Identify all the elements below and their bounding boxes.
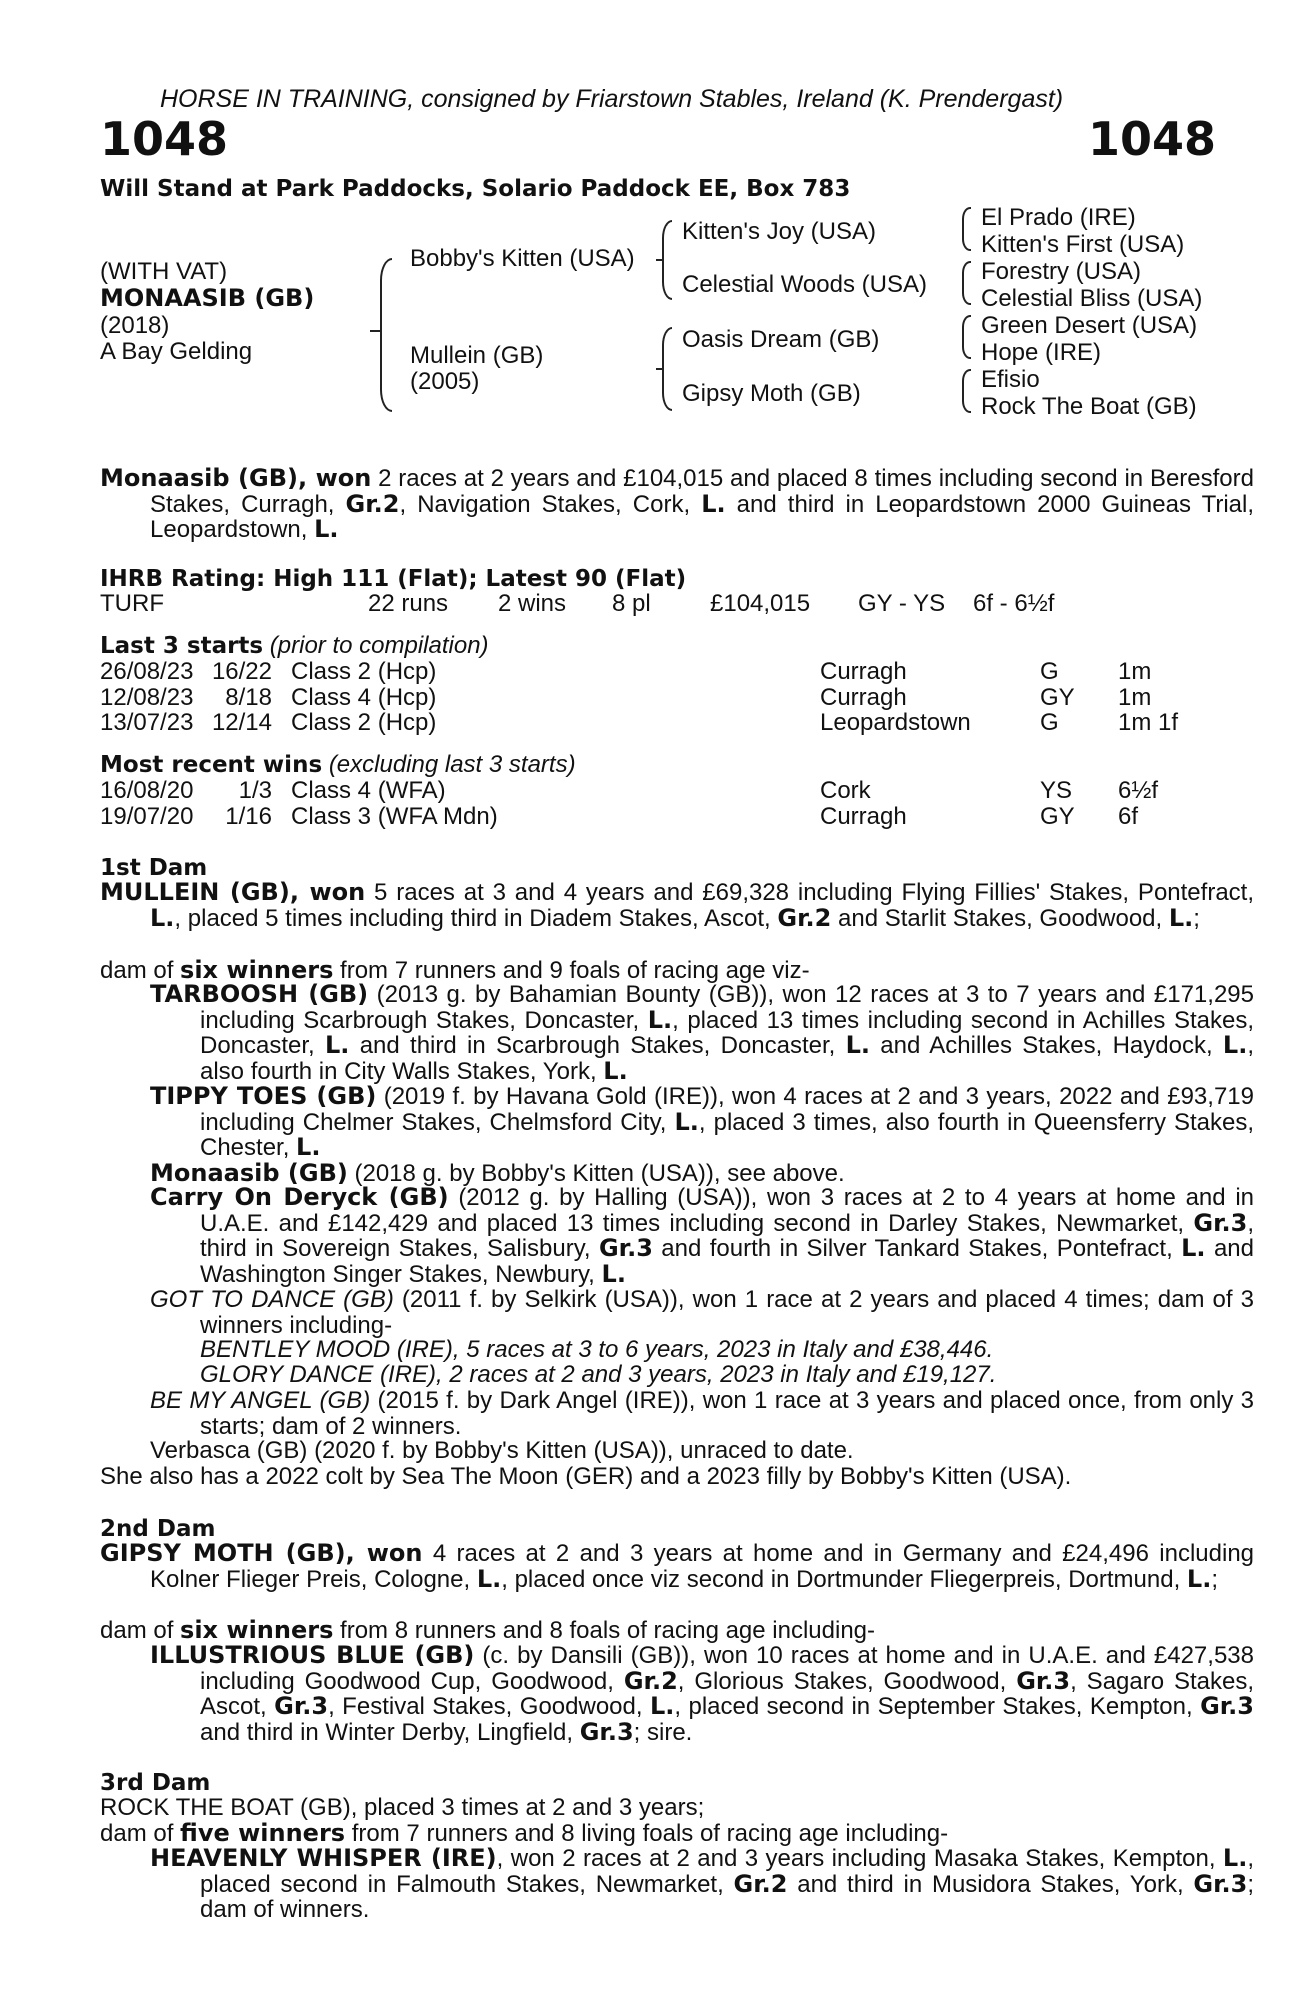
dam1-text-3: and Starlit Stakes, Goodwood, [831, 904, 1169, 932]
tarboosh-listed-4: L. [1222, 1031, 1248, 1059]
tarboosh-text-4: and Achilles Stakes, Haydock, [870, 1032, 1223, 1059]
summary-won: , won [297, 464, 372, 492]
heavenly-listed-1: L. [1222, 1844, 1248, 1872]
cell-class: Class 2 (Hcp) [291, 658, 437, 685]
pedigree-brace-dam [662, 327, 672, 411]
tarboosh-text-5: , also fourth in City Walls Stakes, York, [200, 1032, 1254, 1085]
blue-grade-2: Gr.3 [1016, 1666, 1071, 1695]
monaasib-name: Monaasib (GB) [150, 1159, 348, 1187]
dam1-listed-1: L. [150, 903, 175, 932]
pedigree-brace-main-tip [370, 330, 380, 332]
rating-placed: 8 pl [612, 590, 651, 617]
cell-dist: 1m [1118, 683, 1152, 711]
heavenly-text-4: ; dam of winners. [200, 1870, 1254, 1923]
tippy-text-2: , placed 3 times, also fourth in Queensferry Stakes, Chester, [200, 1108, 1255, 1161]
cell-pos: 1/3 [238, 777, 272, 804]
dam2-produce-line [100, 1617, 875, 1644]
carry-grade-1: Gr.3 [1193, 1208, 1248, 1237]
cell-dist: 1m [1118, 658, 1152, 685]
dam1-listed-2: L. [1168, 903, 1194, 932]
dam2-dam-of-bold: six winners [180, 1616, 334, 1644]
dam1-text-1: 5 races at 3 and 4 years and £69,328 including Flying Fillies' Stakes, Pontefract, [365, 879, 1254, 906]
pedigree-dam-sire: Oasis Dream (GB) [682, 326, 880, 353]
got-name: GOT TO DANCE (GB) [150, 1286, 394, 1313]
pedigree-brace-g12 [962, 207, 971, 251]
produce-be-my-angel [150, 1388, 1254, 1439]
vat-note: (WITH VAT) [100, 258, 228, 285]
tarboosh-text-2: , placed 13 times including second in Achilles Stakes, Doncaster, [200, 1006, 1254, 1059]
rating-distance: 6f - 6½f [973, 590, 1055, 617]
blue-text-6: and third in Winter Derby, Lingfield, [200, 1718, 580, 1746]
blue-grade-4: Gr.3 [1200, 1692, 1254, 1720]
dam2-text-2: , placed once viz second in Dortmunder Fliegerpreis, Dortmund, [501, 1565, 1187, 1593]
pedigree-g3: Forestry (USA) [981, 258, 1142, 285]
got-text: (2011 f. by Selkirk (USA)), won 1 race at 2 years and placed 4 times; dam of 3 winners including- [200, 1286, 1254, 1339]
dam1-heading: 1st Dam [100, 855, 208, 881]
pedigree-brace-g56 [962, 315, 971, 359]
dam3-dam-of-bold: five winners [180, 1819, 346, 1847]
produce-tippy-toes [150, 1084, 1254, 1161]
recent-wins-heading-line [100, 752, 576, 778]
cell-date: 26/08/23 [100, 658, 194, 685]
dam3-produce-line [100, 1820, 948, 1847]
blue-grade-1: Gr.2 [623, 1666, 678, 1695]
blue-text-1: (c. by Dansili (GB)), won 10 races at home and in U.A.E. and £427,538 including Goodwood Cup, Goodwood, [200, 1642, 1254, 1695]
pedigree-brace-sire-tip [656, 259, 662, 261]
last-starts-heading: Last 3 starts [100, 633, 264, 659]
pedigree-sire-sire: Kitten's Joy (USA) [682, 218, 876, 245]
tarboosh-text-3: and third in Scarbrough Stakes, Doncaster, [349, 1032, 846, 1059]
stabling-line: Will Stand at Park Paddocks, Solario Paddock EE, Box 783 [100, 176, 851, 202]
dam1-name: MULLEIN (GB) [100, 878, 290, 906]
heavenly-text-1: , won 2 races at 2 and 3 years including Masaka Stakes, Kempton, [496, 1845, 1223, 1872]
cell-course: Leopardstown [820, 709, 971, 736]
pedigree-dam-year: (2005) [410, 368, 480, 395]
cell-class: Class 2 (Hcp) [291, 709, 437, 736]
cell-class: Class 3 (WFA Mdn) [291, 802, 498, 830]
cell-class: Class 4 (WFA) [291, 777, 446, 804]
cell-going: YS [1040, 777, 1073, 804]
lot-number-right: 1048 [1088, 112, 1217, 166]
produce-verbasca: Verbasca (GB) (2020 f. by Bobby's Kitten (USA)), unraced to date. [150, 1437, 854, 1464]
blue-name: ILLUSTRIOUS BLUE (GB) [150, 1641, 475, 1669]
grandproduce-bentley-mood: BENTLEY MOOD (IRE), 5 races at 3 to 6 years, 2023 in Italy and £38,446. [200, 1336, 994, 1363]
summary-text-1: 2 races at 2 years and £104,015 and placed 8 times including second in Beresford Stakes, Curragh, [150, 465, 1254, 518]
dam2-heading: 2nd Dam [100, 1516, 216, 1542]
blue-listed-1: L. [649, 1692, 675, 1720]
angel-name: BE MY ANGEL (GB) [150, 1387, 371, 1414]
pedigree-g5: Green Desert (USA) [981, 312, 1198, 339]
cell-class: Class 4 (Hcp) [291, 683, 437, 711]
carry-grade-2: Gr.3 [598, 1234, 653, 1262]
dam3-record: ROCK THE BOAT (GB), placed 3 times at 2 and 3 years; [100, 1794, 705, 1821]
rating-runs: 22 runs [368, 590, 449, 617]
cell-date: 19/07/20 [100, 802, 194, 830]
dam3-heading: 3rd Dam [100, 1770, 211, 1796]
dam3-dam-of-post: from 7 runners and 8 living foals of racing age including- [345, 1820, 949, 1847]
recent-wins-note: (excluding last 3 starts) [328, 751, 576, 778]
dam1-dam-of-bold: six winners [180, 956, 334, 984]
dam1-grade: Gr.2 [777, 903, 832, 932]
produce-illustrious-blue [150, 1643, 1254, 1745]
consignor-line: HORSE IN TRAINING, consigned by Friarstown Stables, Ireland (K. Prendergast) [160, 85, 1064, 113]
heavenly-text-3: and third in Musidora Stakes, York, [787, 1870, 1194, 1898]
cell-pos: 16/22 [211, 658, 272, 685]
tarboosh-listed-2: L. [325, 1031, 350, 1059]
tarboosh-listed-3: L. [845, 1031, 871, 1059]
dam1-also-has: She also has a 2022 colt by Sea The Moon (GER) and a 2023 filly by Bobby's Kitten (USA). [100, 1463, 1072, 1490]
dam2-record [100, 1541, 1254, 1592]
cell-dist: 1m 1f [1118, 709, 1179, 736]
summary-listed-1: L. [701, 489, 726, 518]
last-starts-heading-line [100, 633, 489, 659]
blue-grade-3: Gr.3 [274, 1692, 329, 1720]
cell-going: GY [1040, 683, 1075, 711]
tippy-listed-2: L. [296, 1133, 321, 1161]
cell-course: Curragh [820, 802, 907, 830]
tippy-listed-1: L. [674, 1107, 699, 1136]
cell-pos: 8/18 [225, 683, 272, 711]
angel-text: (2015 f. by Dark Angel (IRE)), won 1 race at 3 years and placed once, from only 3 starts; dam of 2 winners. [200, 1387, 1254, 1440]
rating-heading: IHRB Rating: High 111 (Flat); Latest 90 (Flat) [100, 566, 687, 592]
dam3-dam-of-pre: dam of [100, 1820, 181, 1847]
dam1-text-4: ; [1193, 904, 1200, 932]
dam2-listed-1: L. [476, 1564, 502, 1593]
rating-earnings: £104,015 [710, 590, 811, 617]
summary-listed-2: L. [314, 515, 339, 543]
monaasib-text: (2018 g. by Bobby's Kitten (USA)), see above. [347, 1160, 845, 1187]
summary-grade: Gr.2 [345, 489, 400, 518]
dam1-text-2: , placed 5 times including third in Diadem Stakes, Ascot, [174, 904, 778, 932]
blue-text-5: , placed second in September Stakes, Kempton, [674, 1693, 1201, 1720]
heavenly-grade-1: Gr.2 [733, 1869, 788, 1898]
cell-date: 13/07/23 [100, 709, 194, 736]
pedigree-g6: Hope (IRE) [981, 339, 1102, 366]
grandproduce-glory-dance: GLORY DANCE (IRE), 2 races at 2 and 3 years, 2023 in Italy and £19,127. [200, 1361, 997, 1388]
heavenly-grade-2: Gr.3 [1193, 1869, 1248, 1898]
dam1-won: , won [289, 878, 366, 906]
rating-wins: 2 wins [498, 590, 567, 617]
cell-going: G [1040, 709, 1059, 736]
rating-going: GY - YS [858, 590, 946, 617]
heavenly-name: HEAVENLY WHISPER (IRE) [150, 1844, 497, 1872]
race-summary [100, 466, 1254, 543]
cell-going: GY [1040, 802, 1075, 830]
pedigree-brace-dam-tip [656, 368, 662, 370]
cell-course: Curragh [820, 658, 907, 685]
rating-surface: TURF [100, 590, 164, 617]
pedigree-brace-g78 [962, 369, 971, 413]
pedigree-g2: Kitten's First (USA) [981, 231, 1185, 258]
carry-text-1: (2012 g. by Halling (USA)), won 3 races at 2 to 4 years at home and in U.A.E. and £142,429 and placed 13 times including second in Darley Stakes, Newmarket, [200, 1184, 1255, 1237]
pedigree-dam-dam: Gipsy Moth (GB) [682, 380, 861, 407]
pedigree-g7: Efisio [981, 366, 1040, 393]
heavenly-text-2: , placed second in Falmouth Stakes, Newmarket, [200, 1845, 1255, 1898]
horse-description: A Bay Gelding [100, 338, 253, 365]
blue-text-4: , Festival Stakes, Goodwood, [328, 1693, 650, 1720]
cell-dist: 6½f [1118, 777, 1159, 804]
carry-listed-2: L. [601, 1259, 626, 1288]
carry-text-4: and Washington Singer Stakes, Newbury, [200, 1235, 1254, 1288]
horse-year: (2018) [100, 312, 170, 339]
summary-horse-name: Monaasib (GB) [100, 464, 298, 492]
blue-text-7: ; sire. [633, 1718, 693, 1746]
lot-number-left: 1048 [100, 112, 229, 166]
dam2-listed-2: L. [1186, 1564, 1212, 1593]
produce-got-to-dance [150, 1287, 1254, 1338]
dam2-won: , won [345, 1539, 423, 1567]
produce-carry-on-deryck [150, 1185, 1254, 1287]
cell-course: Curragh [820, 683, 907, 711]
pedigree-g8: Rock The Boat (GB) [981, 393, 1197, 420]
last-starts-note: (prior to compilation) [269, 632, 489, 659]
pedigree-brace-main [380, 258, 392, 412]
cell-pos: 1/16 [225, 802, 272, 830]
recent-wins-heading: Most recent wins [100, 752, 323, 778]
blue-text-3: , Sagaro Stakes, Ascot, [200, 1667, 1255, 1720]
tarboosh-listed-1: L. [647, 1005, 673, 1034]
dam1-dam-of-post: from 7 runners and 9 foals of racing age viz- [333, 957, 810, 984]
dam2-text-3: ; [1211, 1565, 1218, 1593]
cell-date: 12/08/23 [100, 683, 194, 711]
carry-text-3: and fourth in Silver Tankard Stakes, Pontefract, [652, 1235, 1182, 1262]
produce-tarboosh [150, 982, 1254, 1084]
dam2-dam-of-post: from 8 runners and 8 foals of racing age including- [333, 1617, 876, 1644]
pedigree-brace-sire [662, 220, 672, 300]
cell-course: Cork [820, 777, 871, 804]
summary-text-3: and third in Leopardstown 2000 Guineas Trial, Leopardstown, [150, 490, 1255, 543]
tippy-name: TIPPY TOES (GB) [150, 1082, 377, 1110]
blue-grade-5: Gr.3 [579, 1717, 634, 1746]
carry-listed-1: L. [1181, 1234, 1206, 1262]
dam1-record [100, 880, 1254, 931]
dam2-dam-of-pre: dam of [100, 1617, 181, 1644]
dam2-name: GIPSY MOTH (GB) [100, 1539, 346, 1567]
dam1-dam-of-pre: dam of [100, 957, 181, 984]
pedigree-sire: Bobby's Kitten (USA) [410, 245, 635, 272]
summary-text-2: , Navigation Stakes, Cork, [399, 490, 702, 518]
pedigree-g1: El Prado (IRE) [981, 204, 1136, 231]
produce-heavenly-whisper [150, 1846, 1254, 1923]
cell-dist: 6f [1118, 802, 1139, 830]
pedigree-g4: Celestial Bliss (USA) [981, 285, 1203, 312]
carry-text-2: , third in Sovereign Stakes, Salisbury, [200, 1209, 1254, 1262]
horse-name: MONAASIB (GB) [100, 284, 315, 312]
tippy-text-1: (2019 f. by Havana Gold (IRE)), won 4 races at 2 and 3 years, 2022 and £93,719 including Chelmer Stakes, Chelmsford City, [200, 1083, 1254, 1136]
pedigree-sire-dam: Celestial Woods (USA) [682, 271, 927, 298]
blue-text-2: , Glorious Stakes, Goodwood, [677, 1667, 1017, 1695]
cell-pos: 12/14 [211, 709, 272, 736]
carry-name: Carry On Deryck (GB) [150, 1183, 449, 1211]
cell-date: 16/08/20 [100, 777, 194, 804]
pedigree-dam: Mullein (GB) [410, 342, 544, 369]
tarboosh-listed-5: L. [603, 1056, 628, 1085]
dam2-text-1: 4 races at 2 and 3 years at home and in Germany and £24,496 including Kolner Flieger Preis, Cologne, [150, 1540, 1255, 1593]
tarboosh-name: TARBOOSH (GB) [150, 980, 369, 1008]
cell-going: G [1040, 658, 1059, 685]
pedigree-brace-g34 [962, 261, 971, 305]
tarboosh-text-1: (2013 g. by Bahamian Bounty (GB)), won 12 races at 3 to 7 years and £171,295 including Scarbrough Stakes, Doncaster, [200, 981, 1254, 1034]
